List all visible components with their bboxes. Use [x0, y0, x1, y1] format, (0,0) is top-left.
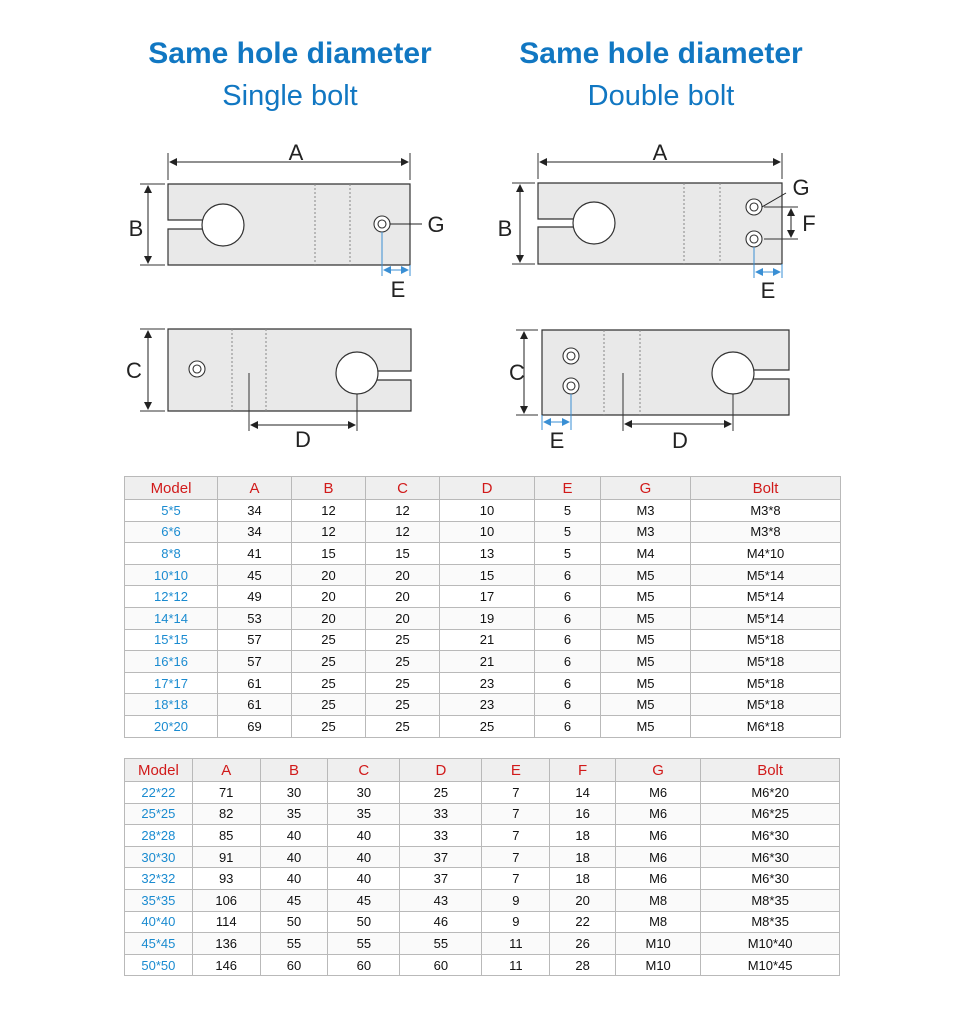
table-cell: 11: [482, 954, 550, 976]
table-cell: 20: [292, 607, 366, 629]
table-cell: M6: [616, 803, 701, 825]
dim-label-c: C: [126, 358, 142, 383]
double-bolt-subtitle: Double bolt: [587, 80, 735, 112]
table-cell: 16: [550, 803, 616, 825]
model-cell: 16*16: [125, 651, 218, 673]
table-cell: M5: [601, 564, 691, 586]
model-cell: 17*17: [125, 672, 218, 694]
table-cell: 35: [328, 803, 400, 825]
table-cell: M6: [616, 782, 701, 804]
table-cell: M5: [601, 586, 691, 608]
table-cell: 35: [260, 803, 328, 825]
model-cell: 6*6: [125, 521, 218, 543]
dim-label-c-double: C: [509, 360, 525, 385]
table-cell: M6*30: [701, 825, 840, 847]
dim-label-e: E: [390, 277, 406, 302]
table-cell: 20: [550, 889, 616, 911]
table-header-row: [125, 477, 841, 500]
table-cell: 40: [328, 846, 400, 868]
table-cell: 60: [260, 954, 328, 976]
table-cell: 18: [550, 825, 616, 847]
table-cell: 25: [292, 651, 366, 673]
table-cell: 40: [260, 825, 328, 847]
table-cell: 55: [260, 933, 328, 955]
column-header-bolt: Bolt: [691, 477, 841, 500]
table-cell: 25: [292, 694, 366, 716]
table-row: [125, 651, 841, 673]
model-cell: 5*5: [125, 500, 218, 522]
single-bolt-subtitle: Single bolt: [222, 80, 358, 112]
table-cell: 40: [328, 868, 400, 890]
table-cell: M5*18: [691, 651, 841, 673]
table-cell: M5*14: [691, 586, 841, 608]
model-cell: 15*15: [125, 629, 218, 651]
table-cell: M6*30: [701, 846, 840, 868]
table-cell: 21: [440, 651, 535, 673]
table-row: [125, 889, 840, 911]
table-cell: 6: [535, 564, 601, 586]
column-header-c: C: [328, 759, 400, 782]
table-cell: 26: [550, 933, 616, 955]
table-cell: 25: [366, 694, 440, 716]
double-bolt-heading: [461, 36, 861, 114]
dim-label-g: G: [427, 212, 445, 237]
table-cell: 40: [328, 825, 400, 847]
table-cell: 6: [535, 672, 601, 694]
table-cell: 45: [328, 889, 400, 911]
dim-label-e-side-double: E: [549, 428, 565, 453]
table-cell: 15: [440, 564, 535, 586]
table-row: [125, 933, 840, 955]
model-cell: 25*25: [125, 803, 193, 825]
table-cell: 50: [328, 911, 400, 933]
table-cell: 25: [440, 715, 535, 737]
table-cell: 7: [482, 803, 550, 825]
table-cell: M6*20: [701, 782, 840, 804]
table-cell: M4: [601, 543, 691, 565]
double-bolt-title: Same hole diameter: [519, 37, 803, 70]
table-cell: M5: [601, 629, 691, 651]
model-cell: 10*10: [125, 564, 218, 586]
table-row: [125, 672, 841, 694]
model-cell: 22*22: [125, 782, 193, 804]
table-cell: M5: [601, 607, 691, 629]
table-cell: 14: [550, 782, 616, 804]
table-cell: 6: [535, 586, 601, 608]
model-cell: 12*12: [125, 586, 218, 608]
table-row: [125, 694, 841, 716]
table-cell: 22: [550, 911, 616, 933]
table-cell: M10*40: [701, 933, 840, 955]
model-cell: 30*30: [125, 846, 193, 868]
table-cell: 136: [192, 933, 260, 955]
table-cell: 43: [400, 889, 482, 911]
table-cell: 106: [192, 889, 260, 911]
table-cell: M4*10: [691, 543, 841, 565]
column-header-e: E: [535, 477, 601, 500]
table-cell: 5: [535, 543, 601, 565]
table-row: [125, 782, 840, 804]
table-cell: 9: [482, 889, 550, 911]
column-header-e: E: [482, 759, 550, 782]
dim-label-b-double: B: [497, 216, 513, 241]
table-cell: 55: [328, 933, 400, 955]
table-cell: 23: [440, 694, 535, 716]
single-bolt-title: Same hole diameter: [148, 37, 432, 70]
double-bolt-top-view: [480, 135, 820, 305]
column-header-g: G: [616, 759, 701, 782]
dim-label-a-double: A: [652, 140, 668, 165]
table-cell: M6: [616, 868, 701, 890]
column-header-a: A: [218, 477, 292, 500]
table-cell: 40: [260, 868, 328, 890]
table-cell: 7: [482, 782, 550, 804]
table-cell: 71: [192, 782, 260, 804]
dim-label-g-double: G: [792, 175, 810, 200]
table-cell: 28: [550, 954, 616, 976]
dim-label-e-double: E: [760, 278, 776, 303]
table-cell: 53: [218, 607, 292, 629]
table-cell: M8: [616, 889, 701, 911]
table-cell: 61: [218, 672, 292, 694]
table-cell: M5*14: [691, 607, 841, 629]
table-cell: M5*18: [691, 694, 841, 716]
model-cell: 18*18: [125, 694, 218, 716]
single-bolt-side-view: [110, 315, 450, 455]
table-cell: 12: [366, 521, 440, 543]
single-bolt-top-view: [110, 135, 450, 305]
table-cell: 114: [192, 911, 260, 933]
table-cell: 19: [440, 607, 535, 629]
table-cell: 12: [292, 521, 366, 543]
table-cell: M10: [616, 933, 701, 955]
table-cell: 15: [292, 543, 366, 565]
table-cell: 45: [260, 889, 328, 911]
table-row: [125, 911, 840, 933]
table-cell: 18: [550, 868, 616, 890]
table-cell: 55: [400, 933, 482, 955]
table-cell: M5*14: [691, 564, 841, 586]
table-cell: 6: [535, 715, 601, 737]
table-cell: 45: [218, 564, 292, 586]
table-cell: M6*25: [701, 803, 840, 825]
table-cell: 49: [218, 586, 292, 608]
dim-label-d-double: D: [672, 428, 688, 453]
table-cell: 5: [535, 500, 601, 522]
double-bolt-spec-table: [124, 758, 840, 976]
table-cell: 30: [328, 782, 400, 804]
table-cell: M3: [601, 500, 691, 522]
table-cell: 12: [292, 500, 366, 522]
table-cell: 23: [440, 672, 535, 694]
column-header-bolt: Bolt: [701, 759, 840, 782]
table-cell: 46: [400, 911, 482, 933]
column-header-b: B: [260, 759, 328, 782]
table-cell: 25: [366, 715, 440, 737]
table-cell: 25: [292, 629, 366, 651]
table-cell: 20: [292, 564, 366, 586]
dim-label-a: A: [288, 140, 304, 165]
table-cell: 6: [535, 694, 601, 716]
model-cell: 50*50: [125, 954, 193, 976]
table-cell: 20: [292, 586, 366, 608]
table-cell: 7: [482, 825, 550, 847]
table-cell: 15: [366, 543, 440, 565]
table-cell: 60: [328, 954, 400, 976]
table-cell: 12: [366, 500, 440, 522]
table-header-row: [125, 759, 840, 782]
column-header-d: D: [440, 477, 535, 500]
single-bolt-heading: [90, 36, 490, 114]
table-row: [125, 803, 840, 825]
table-cell: M10*45: [701, 954, 840, 976]
table-cell: 146: [192, 954, 260, 976]
table-row: [125, 715, 841, 737]
table-cell: M6: [616, 846, 701, 868]
table-cell: M6*30: [701, 868, 840, 890]
column-header-model: Model: [125, 477, 218, 500]
table-cell: M5: [601, 651, 691, 673]
table-cell: M5: [601, 672, 691, 694]
table-cell: 40: [260, 846, 328, 868]
table-cell: 57: [218, 651, 292, 673]
column-header-g: G: [601, 477, 691, 500]
table-cell: 25: [400, 782, 482, 804]
table-cell: M6: [616, 825, 701, 847]
model-cell: 45*45: [125, 933, 193, 955]
table-cell: M5: [601, 694, 691, 716]
table-cell: 5: [535, 521, 601, 543]
table-cell: M5: [601, 715, 691, 737]
model-cell: 28*28: [125, 825, 193, 847]
table-row: [125, 500, 841, 522]
table-cell: M3*8: [691, 521, 841, 543]
table-cell: 18: [550, 846, 616, 868]
dim-label-b: B: [128, 216, 144, 241]
column-header-d: D: [400, 759, 482, 782]
table-cell: M6*18: [691, 715, 841, 737]
table-cell: 13: [440, 543, 535, 565]
double-bolt-side-view: [480, 315, 820, 455]
table-cell: 7: [482, 868, 550, 890]
table-cell: 25: [366, 629, 440, 651]
model-cell: 32*32: [125, 868, 193, 890]
table-cell: M5*18: [691, 629, 841, 651]
model-cell: 35*35: [125, 889, 193, 911]
table-cell: 9: [482, 911, 550, 933]
table-cell: M8*35: [701, 889, 840, 911]
model-cell: 14*14: [125, 607, 218, 629]
table-cell: 6: [535, 607, 601, 629]
table-cell: 7: [482, 846, 550, 868]
model-cell: 40*40: [125, 911, 193, 933]
table-cell: 85: [192, 825, 260, 847]
table-cell: 50: [260, 911, 328, 933]
table-cell: 82: [192, 803, 260, 825]
table-row: [125, 846, 840, 868]
table-cell: 10: [440, 521, 535, 543]
table-row: [125, 954, 840, 976]
table-row: [125, 521, 841, 543]
table-row: [125, 629, 841, 651]
table-cell: 33: [400, 803, 482, 825]
table-cell: 41: [218, 543, 292, 565]
table-cell: 11: [482, 933, 550, 955]
table-cell: 60: [400, 954, 482, 976]
table-row: [125, 868, 840, 890]
table-cell: 93: [192, 868, 260, 890]
table-row: [125, 586, 841, 608]
column-header-model: Model: [125, 759, 193, 782]
table-cell: 61: [218, 694, 292, 716]
table-cell: 34: [218, 500, 292, 522]
column-header-b: B: [292, 477, 366, 500]
table-cell: 69: [218, 715, 292, 737]
table-cell: 6: [535, 651, 601, 673]
table-cell: 25: [366, 651, 440, 673]
table-cell: 57: [218, 629, 292, 651]
table-cell: M8*35: [701, 911, 840, 933]
table-cell: M5*18: [691, 672, 841, 694]
model-cell: 20*20: [125, 715, 218, 737]
dim-label-d: D: [295, 427, 311, 452]
column-header-c: C: [366, 477, 440, 500]
table-cell: M3: [601, 521, 691, 543]
table-cell: 37: [400, 868, 482, 890]
table-cell: 37: [400, 846, 482, 868]
model-cell: 8*8: [125, 543, 218, 565]
table-cell: 21: [440, 629, 535, 651]
table-cell: M3*8: [691, 500, 841, 522]
table-cell: 20: [366, 586, 440, 608]
table-cell: 25: [292, 715, 366, 737]
table-cell: 20: [366, 564, 440, 586]
dim-label-f: F: [802, 211, 816, 236]
table-cell: 20: [366, 607, 440, 629]
table-cell: M8: [616, 911, 701, 933]
table-cell: 25: [292, 672, 366, 694]
table-cell: 91: [192, 846, 260, 868]
table-cell: 34: [218, 521, 292, 543]
table-cell: 30: [260, 782, 328, 804]
table-row: [125, 607, 841, 629]
table-row: [125, 543, 841, 565]
table-cell: 25: [366, 672, 440, 694]
single-bolt-spec-table: [124, 476, 841, 738]
table-row: [125, 825, 840, 847]
table-cell: 10: [440, 500, 535, 522]
table-cell: M10: [616, 954, 701, 976]
table-cell: 6: [535, 629, 601, 651]
table-row: [125, 564, 841, 586]
column-header-f: F: [550, 759, 616, 782]
column-header-a: A: [192, 759, 260, 782]
table-cell: 17: [440, 586, 535, 608]
table-cell: 33: [400, 825, 482, 847]
